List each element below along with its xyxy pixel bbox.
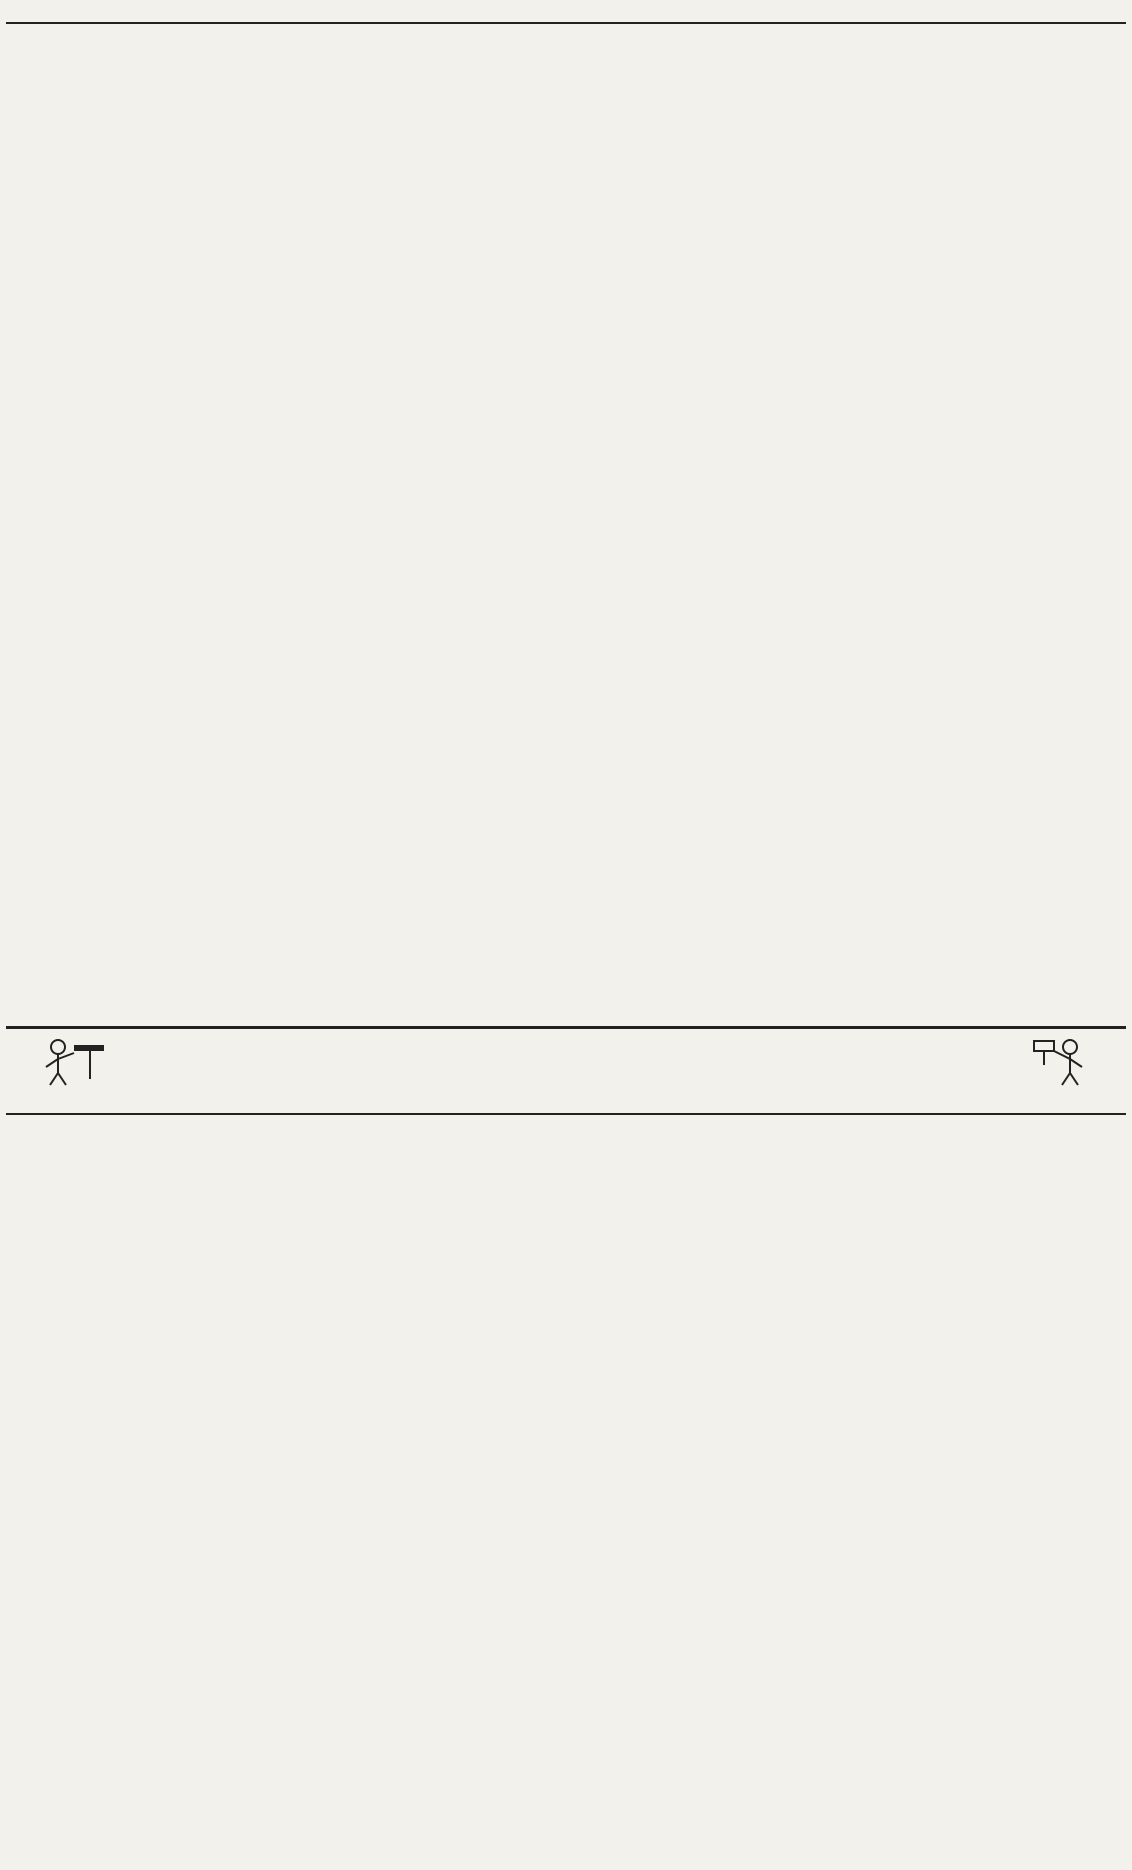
painter-illustration-icon [1012,1035,1102,1087]
handyman-illustration-icon [30,1035,120,1087]
page-footer [6,1852,1126,1866]
masthead [6,2,1126,18]
classified-columns [6,22,1126,1024]
service-guide-columns [6,1114,1126,1850]
home-service-guide-banner [6,1026,1126,1115]
